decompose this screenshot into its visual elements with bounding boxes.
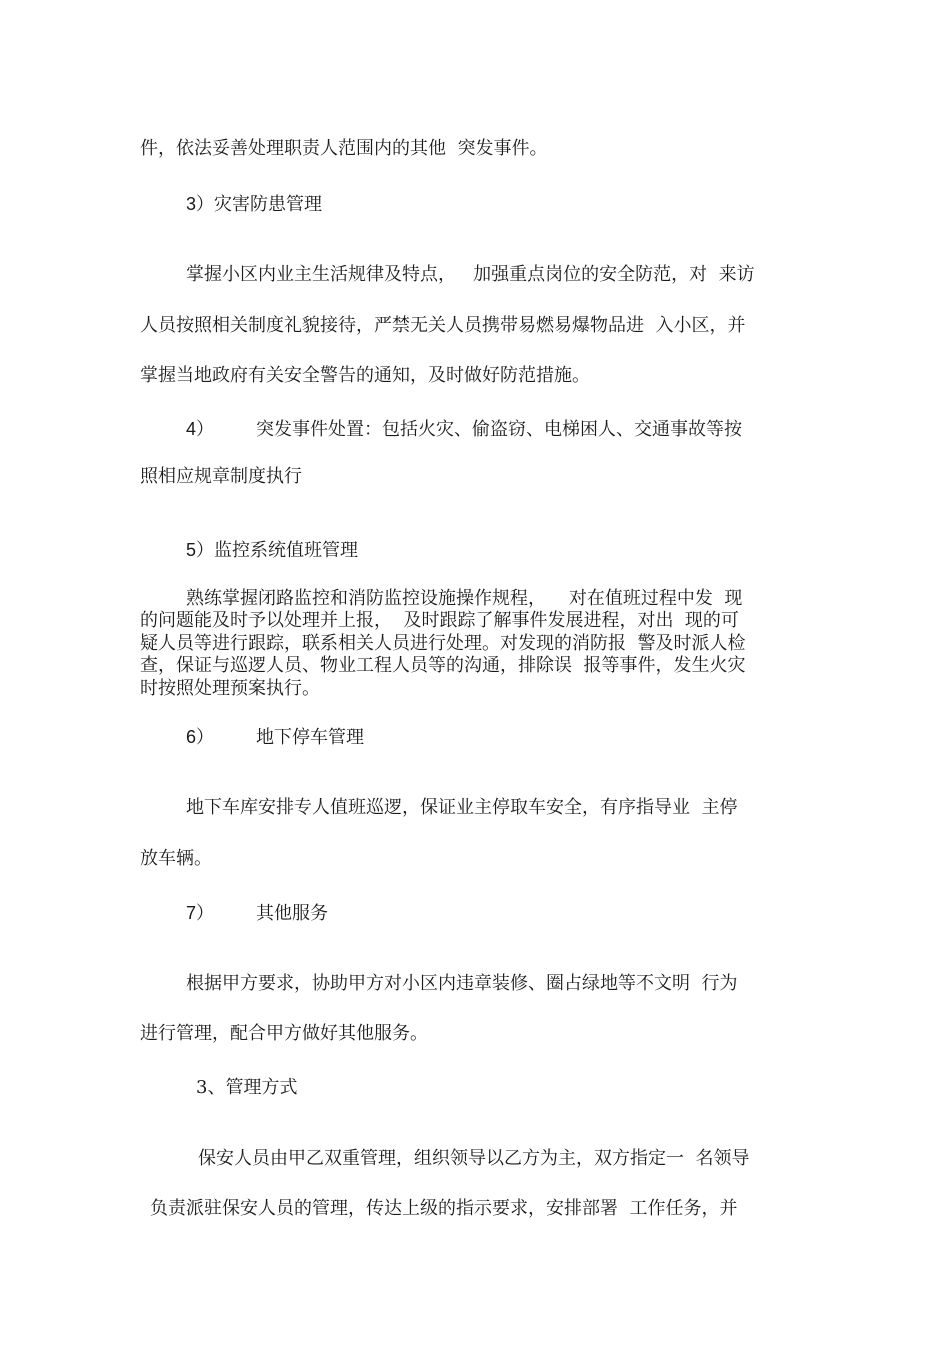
paragraph-line: 照相应规章制度执行 bbox=[140, 466, 302, 487]
paragraph-line: 进行管理，配合甲方做好其他服务。 bbox=[140, 1023, 428, 1044]
paragraph-line: 保安人员由甲乙双重管理，组织领导以乙方为主，双方指定一 名领导 bbox=[198, 1148, 750, 1169]
paragraph-line: 根据甲方要求，协助甲方对小区内违章装修、圈占绿地等不文明 行为 bbox=[186, 973, 738, 994]
paragraph-line: 熟练掌握闭路监控和消防监控设施操作规程， 对在值班过程中发 现 bbox=[186, 588, 743, 609]
section-heading-6 bbox=[186, 726, 364, 749]
paragraph-line: 人员按照相关制度礼貌接待，严禁无关人员携带易燃易爆物品进 入小区，并 bbox=[140, 315, 746, 336]
section-heading-management-method: 3、管理方式 bbox=[196, 1077, 298, 1098]
section-heading-4 bbox=[186, 418, 742, 441]
paragraph-line: 件，依法妥善处理职责人范围内的其他 突发事件。 bbox=[140, 138, 548, 159]
section-heading-3 bbox=[186, 193, 322, 216]
paragraph-line: 地下车库安排专人值班巡逻，保证业主停取车安全，有序指导业 主停 bbox=[186, 797, 738, 818]
heading-number: 5） bbox=[186, 540, 215, 560]
heading-text: 地下停车管理 bbox=[256, 727, 365, 748]
paragraph-line: 放车辆。 bbox=[140, 848, 212, 869]
heading-number: 3） bbox=[186, 194, 215, 214]
heading-text: 灾害防患管理 bbox=[214, 194, 323, 215]
heading-number: 4） bbox=[186, 419, 215, 439]
paragraph-line: 负责派驻保安人员的管理，传达上级的指示要求，安排部署 工作任务，并 bbox=[150, 1198, 738, 1219]
heading-text: 监控系统值班管理 bbox=[214, 540, 359, 561]
section-heading-5 bbox=[186, 539, 358, 562]
heading-text: 突发事件处置：包括火灾、偷盗窃、电梯困人、交通事故等按 bbox=[256, 419, 743, 440]
heading-number: 7） bbox=[186, 903, 215, 923]
section-heading-7 bbox=[186, 902, 328, 925]
paragraph-line: 疑人员等进行跟踪，联系相关人员进行处理。对发现的消防报 警及时派人检 bbox=[140, 633, 746, 654]
paragraph-line: 掌握小区内业主生活规律及特点， 加强重点岗位的安全防范，对 来访 bbox=[186, 264, 755, 285]
heading-text: 其他服务 bbox=[256, 903, 329, 924]
paragraph-line: 时按照处理预案执行。 bbox=[140, 678, 320, 699]
paragraph-line: 的问题能及时予以处理并上报， 及时跟踪了解事件发展进程，对出 现的可 bbox=[140, 610, 739, 631]
paragraph-line: 掌握当地政府有关安全警告的通知，及时做好防范措施。 bbox=[140, 365, 590, 386]
heading-number: 6） bbox=[186, 727, 215, 747]
paragraph-line: 查，保证与巡逻人员、物业工程人员等的沟通，排除误 报等事件，发生火灾 bbox=[140, 655, 746, 676]
